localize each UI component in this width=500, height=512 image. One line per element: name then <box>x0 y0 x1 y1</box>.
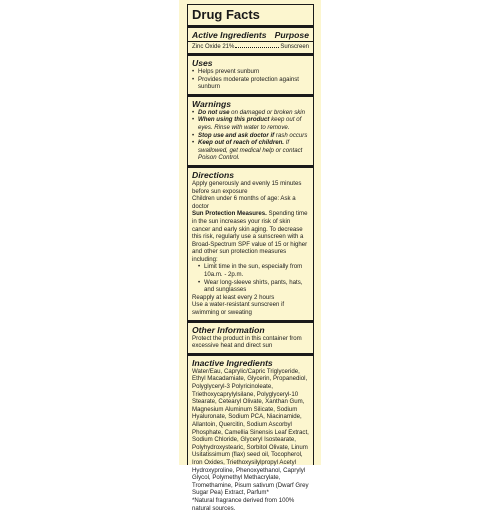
drug-facts-title: Drug Facts <box>192 7 260 22</box>
drug-facts-box <box>187 4 314 512</box>
active-ingredient-row <box>192 43 309 51</box>
leader-dots <box>235 47 279 48</box>
divider-thick <box>188 53 313 56</box>
divider-thick <box>188 165 313 168</box>
sun-protection-measures: Sun Protection Measures. Spending time in the sun increases your risk of skin cancer and early skin aging. To decrease this risk, regularly use a sunscreen with a Broad-Spectrum SPF value of 15 or higher and other sun protection measures including: <box>192 210 308 263</box>
inactive-ingredients-list: Water/Eau, Caprylic/Capric Triglyceride, Ethyl Macadamiate, Glycerin, Propanediol, Polyglyceryl-3 Polyricinoleate, Triethoxycaprylylsilane, Polyglyceryl-10 Stearate, Cetearyl Olivate, Xanthan Gum, Magnesium Aluminum Silicate, Sodium Hyaluronate, Sodium PCA, Niacinamide, Allantoin, Quercitin, Sodium Ascorbyl Phosphate, Camellia Sinensis Leaf Extract, Sodium Chloride, Glyceryl Isostearate, Polyhydroxystearic, Sorbitol Olivate, Linum Usitatissimum (flax) seed oil, Tocopherol, Iron Oxides, Triethoxysilylpropyl Acetyl Hydroxyproline, Phenoxyethanol, Caprylyl Glycol, Polymethyl Methacrylate, Tromethamine, Pisum sativum (Dwarf Grey Sugar Pea) Extract, Parfum* <box>192 367 309 497</box>
warning-item: • Keep out of reach of children. If swallowed, get medical help or contact Poison Control. <box>192 139 303 162</box>
uses-list <box>192 68 309 91</box>
directions-children: Children under 6 months of age: Ask a doctor <box>192 195 296 210</box>
measures-list <box>192 263 309 293</box>
measure-item: • Wear long-sleeve shirts, pants, hats, and sunglasses <box>198 278 303 294</box>
warning-item: • When using this product keep out of eyes. Rinse with water to remove. <box>192 116 302 131</box>
divider-thick <box>188 94 313 97</box>
uses-item: • Helps prevent sunburn <box>192 68 260 75</box>
active-ingredient-purpose: Sunscreen <box>280 44 309 50</box>
directions-title: Directions <box>192 169 235 180</box>
directions-reapply: Reapply at least every 2 hours <box>192 293 275 301</box>
bullet-icon: • <box>192 68 195 75</box>
active-ingredients-heading: Active Ingredients <box>192 30 267 40</box>
other-information-text: Protect the product in this container from excessive heat and direct sun <box>192 334 302 350</box>
measure-item: • Limit time in the sun, especially from 10a.m. - 2p.m. <box>198 263 303 279</box>
active-ingredient-name: Zinc Oxide 21% <box>192 44 235 50</box>
active-ingredients-header-row <box>192 30 309 40</box>
uses-item: • Provides moderate protection against sunburn <box>192 75 299 91</box>
uses-title: Uses <box>192 58 213 68</box>
bullet-icon: • <box>198 263 201 271</box>
divider-thick <box>188 25 313 28</box>
other-information-title: Other Information <box>192 324 265 335</box>
bullet-icon: • <box>192 116 195 124</box>
warnings-list <box>192 109 309 162</box>
bullet-icon: • <box>192 108 195 116</box>
directions-water-resistant: Use a water-resistant sunscreen if swimming or sweating <box>192 301 285 317</box>
divider-thick <box>188 320 313 323</box>
warning-item: • Do not use on damaged or broken skin <box>192 108 306 116</box>
bullet-icon: • <box>192 131 195 139</box>
directions-apply: Apply generously and evenly 15 minutes before sun exposure <box>192 179 302 195</box>
divider-thin <box>188 41 313 42</box>
warnings-title: Warnings <box>192 98 231 109</box>
bullet-icon: • <box>192 139 195 147</box>
divider-thick <box>188 353 313 356</box>
warning-item: • Stop use and ask doctor if rash occurs <box>192 131 308 139</box>
inactive-ingredients-title: Inactive Ingredients <box>192 357 273 368</box>
bullet-icon: • <box>192 75 195 83</box>
bullet-icon: • <box>198 278 201 286</box>
fragrance-footnote: *Natural fragrance derived from 100% natural sources. <box>192 496 295 512</box>
purpose-heading: Purpose <box>274 30 309 40</box>
